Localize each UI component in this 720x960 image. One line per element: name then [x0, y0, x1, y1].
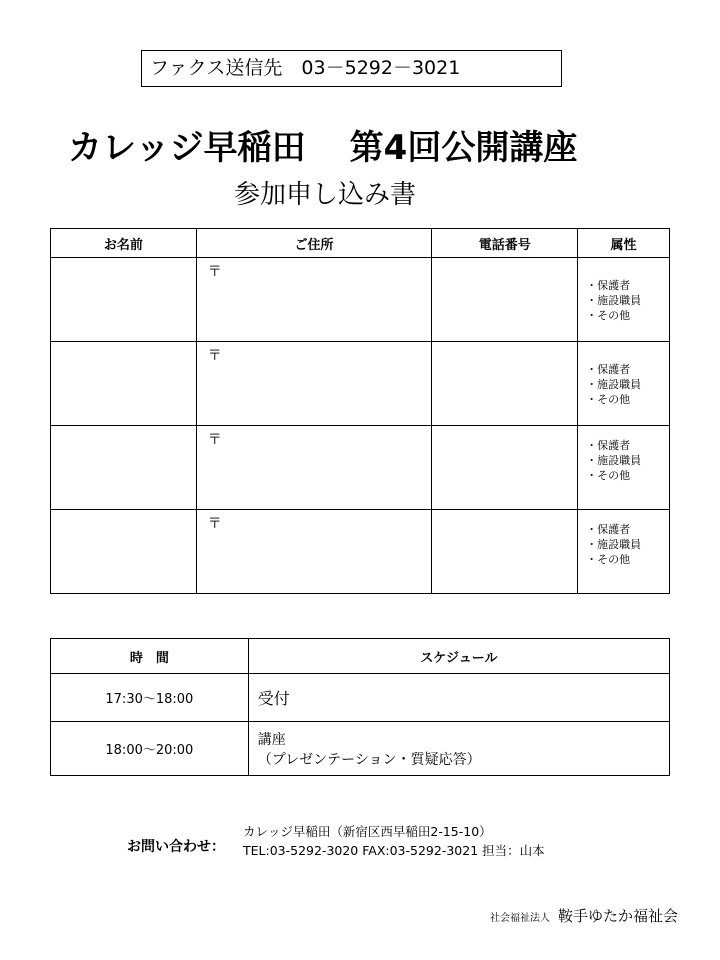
table-row	[51, 258, 670, 342]
attribute-cell[interactable]	[578, 510, 670, 594]
attribute-option-guardian: ・保護者	[586, 363, 631, 376]
title-lecture-name: 第4回公開講座	[349, 128, 578, 168]
attribute-option-staff: ・施設職員	[586, 378, 642, 391]
schedule-item-title: 受付	[257, 689, 290, 708]
postal-mark: 〒	[207, 516, 222, 532]
attribute-cell[interactable]	[578, 426, 670, 510]
schedule-time: 18:00〜20:00	[51, 722, 249, 776]
organization-type: 社会福祉法人	[489, 913, 550, 924]
table-row	[51, 426, 670, 510]
fax-destination-text: ファクス送信先 03－5292－3021	[150, 57, 461, 79]
name-cell[interactable]	[51, 258, 197, 342]
schedule-item-detail: （プレゼンテーション・質疑応答）	[257, 751, 481, 768]
fax-destination-box	[141, 50, 562, 87]
header-time: 時 間	[51, 639, 249, 674]
attribute-option-other: ・その他	[586, 393, 631, 406]
attribute-cell[interactable]	[578, 258, 670, 342]
title-college-name: カレッジ早稲田	[68, 128, 306, 168]
phone-cell[interactable]	[432, 258, 578, 342]
schedule-item	[248, 722, 669, 776]
schedule-item-title: 講座	[257, 731, 286, 748]
header-phone: 電話番号	[432, 229, 578, 258]
name-cell[interactable]	[51, 510, 197, 594]
name-cell[interactable]	[51, 342, 197, 426]
address-cell[interactable]	[196, 426, 432, 510]
table-row	[51, 510, 670, 594]
address-cell[interactable]	[196, 258, 432, 342]
schedule-table	[50, 638, 670, 776]
page-subtitle: 参加申し込み書	[234, 180, 417, 210]
attribute-option-other: ・その他	[586, 553, 631, 566]
attribute-option-guardian: ・保護者	[586, 523, 631, 536]
table-row	[51, 342, 670, 426]
schedule-time: 17:30〜18:00	[51, 674, 249, 722]
contact-details	[243, 822, 545, 860]
registration-table	[50, 228, 670, 594]
contact-phone-fax: TEL:03-5292-3020 FAX:03-5292-3021 担当：山本	[243, 843, 545, 858]
name-cell[interactable]	[51, 426, 197, 510]
attribute-option-guardian: ・保護者	[586, 279, 631, 292]
header-attribute: 属性	[578, 229, 670, 258]
postal-mark: 〒	[207, 264, 222, 280]
attribute-option-staff: ・施設職員	[586, 294, 642, 307]
organization-name: 鞍手ゆたか福祉会	[557, 907, 678, 925]
page-title	[68, 120, 577, 169]
attribute-option-staff: ・施設職員	[586, 454, 642, 467]
registration-header-row	[51, 229, 670, 258]
table-row	[51, 674, 670, 722]
attribute-option-guardian: ・保護者	[586, 439, 631, 452]
phone-cell[interactable]	[432, 342, 578, 426]
schedule-item	[248, 674, 669, 722]
header-name: お名前	[51, 229, 197, 258]
header-address: ご住所	[196, 229, 432, 258]
phone-cell[interactable]	[432, 510, 578, 594]
contact-address: カレッジ早稲田（新宿区西早稲田2-15-10）	[243, 824, 492, 839]
attribute-option-staff: ・施設職員	[586, 538, 642, 551]
table-row	[51, 722, 670, 776]
postal-mark: 〒	[207, 348, 222, 364]
header-schedule: スケジュール	[248, 639, 669, 674]
address-cell[interactable]	[196, 510, 432, 594]
phone-cell[interactable]	[432, 426, 578, 510]
contact-label: お問い合わせ：	[127, 839, 225, 855]
organization	[490, 905, 678, 926]
attribute-cell[interactable]	[578, 342, 670, 426]
address-cell[interactable]	[196, 342, 432, 426]
postal-mark: 〒	[207, 432, 222, 448]
attribute-option-other: ・その他	[586, 469, 631, 482]
attribute-option-other: ・その他	[586, 309, 631, 322]
schedule-header-row	[51, 639, 670, 674]
